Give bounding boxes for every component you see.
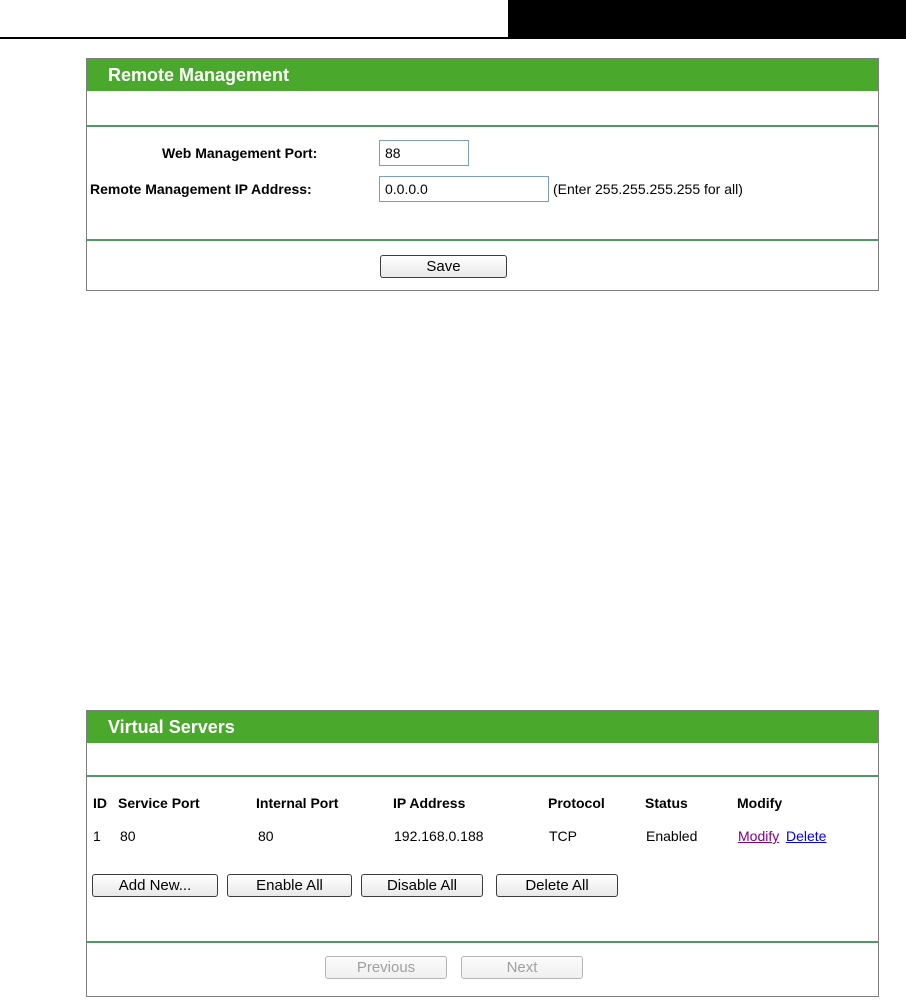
column-header-modify: Modify bbox=[737, 795, 783, 811]
row-ip-address: 192.168.0.188 bbox=[394, 828, 484, 844]
modify-link[interactable]: Modify bbox=[738, 828, 780, 844]
column-header-internal-port: Internal Port bbox=[256, 795, 339, 811]
add-new-button[interactable]: Add New... bbox=[92, 874, 218, 897]
panel-divider bbox=[87, 125, 878, 127]
column-header-protocol: Protocol bbox=[548, 795, 605, 811]
column-header-ip-address: IP Address bbox=[393, 795, 466, 811]
delete-link[interactable]: Delete bbox=[786, 828, 827, 844]
remote-management-panel bbox=[86, 58, 879, 291]
save-button[interactable]: Save bbox=[380, 255, 507, 278]
panel-divider bbox=[87, 941, 878, 943]
header-rule bbox=[0, 37, 906, 39]
remote-management-title: Remote Management bbox=[87, 59, 878, 91]
ip-address-hint: (Enter 255.255.255.255 for all) bbox=[553, 181, 743, 197]
remote-management-ip-input[interactable] bbox=[379, 176, 549, 202]
header-black-bar bbox=[508, 0, 906, 39]
remote-management-ip-label: Remote Management IP Address: bbox=[90, 181, 312, 197]
row-internal-port: 80 bbox=[258, 828, 274, 844]
disable-all-button[interactable]: Disable All bbox=[361, 874, 483, 897]
panel-divider bbox=[87, 239, 878, 241]
next-button[interactable]: Next bbox=[461, 956, 583, 979]
row-protocol: TCP bbox=[549, 828, 577, 844]
web-management-port-label: Web Management Port: bbox=[162, 145, 318, 161]
column-header-service-port: Service Port bbox=[118, 795, 200, 811]
row-service-port: 80 bbox=[120, 828, 136, 844]
web-management-port-input[interactable] bbox=[379, 140, 469, 166]
row-id: 1 bbox=[93, 828, 101, 844]
previous-button[interactable]: Previous bbox=[325, 956, 447, 979]
column-header-status: Status bbox=[645, 795, 688, 811]
row-status: Enabled bbox=[646, 828, 698, 844]
column-header-id: ID bbox=[93, 795, 107, 811]
virtual-servers-panel bbox=[86, 710, 879, 997]
delete-all-button[interactable]: Delete All bbox=[496, 874, 618, 897]
panel-divider bbox=[87, 775, 878, 777]
enable-all-button[interactable]: Enable All bbox=[227, 874, 352, 897]
virtual-servers-title: Virtual Servers bbox=[87, 711, 878, 743]
